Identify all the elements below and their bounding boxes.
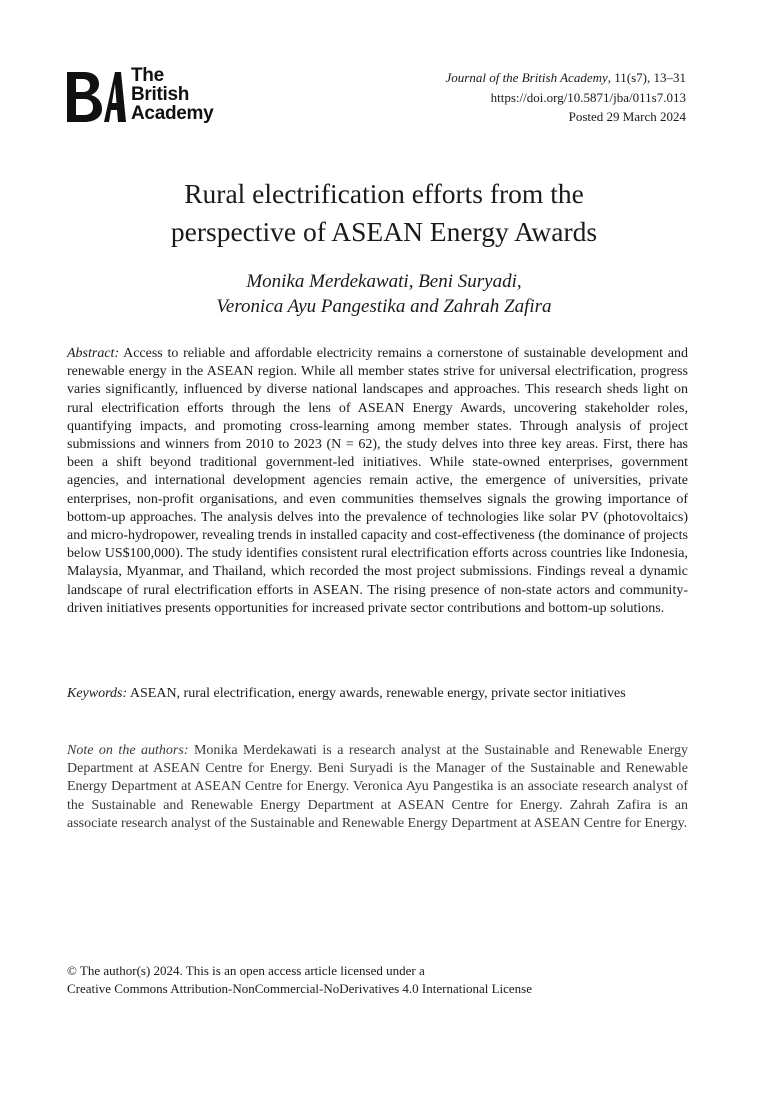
authors-line: Veronica Ayu Pangestika and Zahrah Zafira — [216, 296, 552, 317]
british-academy-logo — [64, 66, 234, 128]
journal-name: Journal of the British Academy — [445, 70, 608, 85]
keywords — [67, 685, 688, 703]
authors-line: Monika Merdekawati, Beni Suryadi, — [246, 271, 522, 292]
volume-pages: , 11(s7), 13–31 — [607, 70, 686, 85]
license-link[interactable]: Creative Commons Attribution-NonCommercial-NoDerivatives 4.0 International License — [67, 981, 532, 996]
note-on-authors — [67, 742, 688, 833]
keywords-text: ASEAN, rural electrification, energy awards, renewable energy, private sector initiatives — [129, 686, 626, 701]
journal-citation — [446, 68, 686, 88]
abstract-label: Abstract: — [67, 346, 120, 361]
author-list — [60, 269, 708, 319]
citation-block — [446, 68, 686, 127]
note-text: Monika Merdekawati is a research analyst at the Sustainable and Renewable Energy Department at ASEAN Centre for Energy. Beni Suryadi is the Manager of the Sustainable and Renewable Energy Department at ASEAN Centre for Energy. Veronica Ayu Pangestika is an associate research analyst of the Sustainable and Renewable Energy Department at ASEAN Centre for Energy. Zahrah Zafira is an associate research analyst of the Sustainable and Renewable Energy Department at ASEAN Centre for Energy. — [67, 743, 689, 831]
logo-line: The — [131, 65, 164, 86]
british-academy-monogram-icon — [64, 68, 126, 124]
article-title — [60, 175, 708, 251]
doi-link[interactable]: https://doi.org/10.5871/jba/011s7.013 — [490, 89, 686, 105]
abstract — [67, 345, 688, 618]
logo-line: British — [131, 84, 190, 105]
title-line: Rural electrification efforts from the — [184, 178, 584, 209]
note-label: Note on the authors: — [67, 743, 189, 758]
posted-date: Posted 29 March 2024 — [568, 109, 686, 124]
logo-wordmark — [131, 66, 213, 123]
license-notice — [67, 962, 532, 998]
license-line: © The author(s) 2024. This is an open access article licensed under a — [67, 963, 425, 978]
abstract-text: Access to reliable and affordable electricity remains a cornerstone of sustainable development and renewable energy in the ASEAN region. While all member states strive for universal electrification, progress varies significantly, influenced by diverse national landscapes and approaches. This research sheds light on rural electrification efforts through the lens of ASEAN Energy Awards, uncovering stakeholder roles, quantifying impacts, and promoting cross-learning among member states. Through analysis of project submissions and winners from 2010 to 2023 (N = 62), the study delves into three key areas. First, there has been a shift beyond traditional government-led initiatives. While state-owned enterprises, government agencies, and international development agencies remain active, the emergence of universities, private enterprises, non-profit organisations, and even communities themselves signals the growing importance of bottom-up approaches. The analysis delves into the prevalence of technologies like solar PV (photovoltaics) and micro-hydropower, revealing trends in installed capacity and cost-effectiveness (the dominance of projects below US$100,000). The study identifies consistent rural electrification efforts across countries like Indonesia, Malaysia, Myanmar, and Thailand, which recorded the most project submissions. Findings reveal a dynamic landscape of rural electrification efforts in ASEAN. The rising presence of non-state actors and community-driven initiatives presents opportunities for increased private sector contributions and bottom-up solutions. — [67, 346, 689, 616]
keywords-label: Keywords: — [67, 686, 128, 701]
title-line: perspective of ASEAN Energy Awards — [170, 216, 598, 247]
logo-line: Academy — [131, 103, 214, 124]
